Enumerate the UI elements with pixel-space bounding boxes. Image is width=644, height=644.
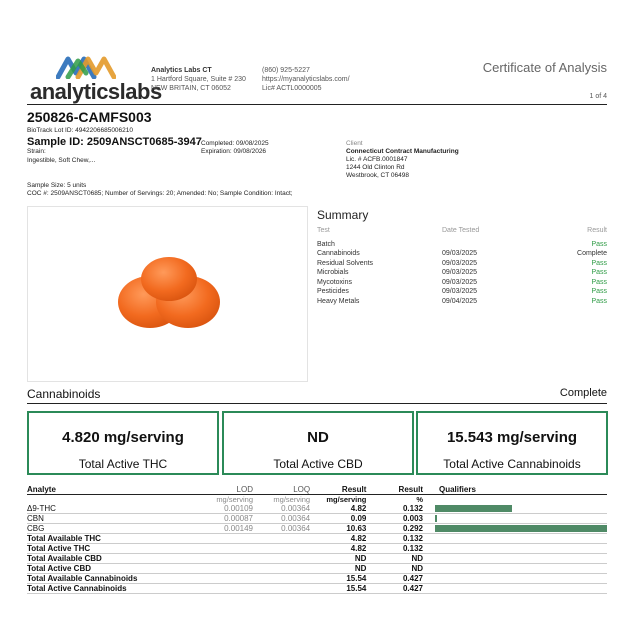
unit-result-pct: % xyxy=(416,495,423,504)
cannabinoid-table xyxy=(27,485,607,594)
cannabinoids-title: Cannabinoids xyxy=(27,387,101,401)
summary-row xyxy=(317,259,607,269)
total-active-cannabinoids-label: Total Active Cannabinoids xyxy=(443,457,581,471)
summary-result: Pass xyxy=(591,240,607,248)
summary-test: Microbials xyxy=(317,269,349,277)
analyte-result-mg: 4.82 xyxy=(350,534,367,543)
lab-logo xyxy=(30,55,162,105)
analyte-bar-cell xyxy=(423,524,607,534)
summary-date: 09/03/2025 xyxy=(442,288,478,296)
completed-date: Completed: 09/08/2025 xyxy=(201,140,269,147)
analyte-name: Total Available Cannabinoids xyxy=(27,574,138,583)
analyte-bar-cell xyxy=(423,584,607,594)
total-active-cannabinoids-box xyxy=(416,411,608,475)
client-info xyxy=(346,140,459,180)
client-label: Client xyxy=(346,140,363,147)
summary-result: Complete xyxy=(577,250,607,258)
analyte-lod xyxy=(173,544,253,554)
summary-test: Residual Solvents xyxy=(317,259,374,267)
lab-address-1: 1 Hartford Square, Suite # 230 xyxy=(151,76,246,83)
header-divider xyxy=(27,104,607,105)
total-active-cbd-value: ND xyxy=(307,429,329,446)
analyte-lod xyxy=(173,564,253,574)
analyte-result-pct: 0.427 xyxy=(402,574,423,583)
analyte-bar-cell xyxy=(423,574,607,584)
cannabinoid-row xyxy=(27,534,607,544)
summary-row xyxy=(317,268,607,278)
lab-name: Analytics Labs CT xyxy=(151,67,212,74)
summary-header-date: Date Tested xyxy=(442,227,480,235)
product-type: Ingestible, Soft Chew,... xyxy=(27,157,96,164)
unit-lod: mg/serving xyxy=(216,495,253,504)
col-lod: LOD xyxy=(236,485,253,494)
cannabinoid-row xyxy=(27,544,607,554)
analyte-name: Total Active Cannabinoids xyxy=(27,584,127,593)
analyte-result-pct: 0.292 xyxy=(402,524,423,533)
lab-info xyxy=(151,66,246,93)
summary-row xyxy=(317,240,607,250)
analyte-bar-cell xyxy=(423,514,607,524)
biotrack-id: BioTrack Lot ID: 4942206685006210 xyxy=(27,127,134,134)
analyte-loq xyxy=(253,544,310,554)
summary-result: Pass xyxy=(591,269,607,277)
analyte-result-mg: 0.09 xyxy=(350,514,367,523)
col-result-mg: Result xyxy=(341,485,367,494)
analyte-lod xyxy=(173,554,253,564)
sample-size: Sample Size: 5 units xyxy=(27,182,87,189)
summary-row xyxy=(317,249,607,259)
cannabinoid-header-row xyxy=(27,485,607,495)
client-name: Connecticut Contract Manufacturing xyxy=(346,148,459,155)
analyte-name: CBN xyxy=(27,514,44,523)
analyte-loq xyxy=(253,564,310,574)
analyte-result-bar xyxy=(435,505,512,512)
summary-test: Cannabinoids xyxy=(317,250,360,258)
summary-table xyxy=(317,226,607,306)
summary-date: 09/03/2025 xyxy=(442,269,478,277)
cannabinoid-row xyxy=(27,574,607,584)
analyte-result-pct: 0.132 xyxy=(402,534,423,543)
total-active-thc-box xyxy=(27,411,219,475)
cannabinoid-row xyxy=(27,564,607,574)
analyte-result-pct: ND xyxy=(411,554,423,563)
summary-date: 09/03/2025 xyxy=(442,250,478,258)
summary-result: Pass xyxy=(591,278,607,286)
analyte-loq xyxy=(253,534,310,544)
analyte-bar-cell xyxy=(423,564,607,574)
col-qualifiers: Qualifiers xyxy=(439,485,476,494)
product-image xyxy=(27,206,308,382)
analyte-loq: 0.00364 xyxy=(281,514,311,523)
summary-header-test: Test xyxy=(317,227,330,235)
analyte-result-mg: 15.54 xyxy=(346,584,367,593)
analyte-lod xyxy=(173,584,253,594)
summary-test: Pesticides xyxy=(317,288,349,296)
col-loq: LOQ xyxy=(293,485,311,494)
summary-result: Pass xyxy=(591,288,607,296)
analyte-name: Total Active CBD xyxy=(27,564,92,573)
analyte-bar-cell xyxy=(423,504,607,514)
analyte-loq xyxy=(253,574,310,584)
page-number: 1 of 4 xyxy=(589,93,607,100)
cannabinoids-status: Complete xyxy=(559,387,607,399)
unit-qualifiers xyxy=(423,495,607,505)
analyte-loq: 0.00364 xyxy=(281,504,311,513)
analyte-name: Total Available THC xyxy=(27,534,101,543)
cannabinoids-divider xyxy=(27,403,607,404)
summary-date xyxy=(442,240,552,250)
analyte-loq xyxy=(253,584,310,594)
dates xyxy=(201,140,269,156)
analyte-result-pct: 0.427 xyxy=(402,584,423,593)
analyte-lod xyxy=(173,534,253,544)
strain: Strain: xyxy=(27,148,46,155)
analyte-result-mg: 4.82 xyxy=(350,504,367,513)
summary-date: 09/03/2025 xyxy=(442,259,478,267)
analyte-loq: 0.00364 xyxy=(281,524,311,533)
summary-row xyxy=(317,297,607,307)
cannabinoid-row xyxy=(27,524,607,534)
lab-contact xyxy=(262,66,350,93)
coc-info: COC #: 2509ANSCT0685; Number of Servings: 20; Amended: No; Sample Condition: Intact; xyxy=(27,190,293,197)
summary-date: 09/03/2025 xyxy=(442,278,478,286)
analyte-bar-cell xyxy=(423,554,607,564)
total-active-thc-value: 4.820 mg/serving xyxy=(62,429,184,446)
cannabinoid-row xyxy=(27,554,607,564)
summary-row xyxy=(317,278,607,288)
soft-chew-image xyxy=(28,207,309,383)
summary-result: Pass xyxy=(591,297,607,305)
col-analyte: Analyte xyxy=(27,485,56,494)
summary-row xyxy=(317,287,607,297)
analyte-result-bar xyxy=(435,525,607,532)
cannabinoid-row xyxy=(27,504,607,514)
total-active-thc-label: Total Active THC xyxy=(78,457,168,471)
analyte-result-pct: ND xyxy=(411,564,423,573)
summary-result: Pass xyxy=(591,259,607,267)
total-active-cbd-box xyxy=(222,411,414,475)
lab-address-2: NEW BRITAIN, CT 06052 xyxy=(151,85,231,92)
summary-test: Heavy Metals xyxy=(317,297,360,305)
lab-website[interactable]: https://myanalyticslabs.com/ xyxy=(262,76,350,83)
analyte-result-bar xyxy=(435,515,437,522)
analyte-bar-cell xyxy=(423,544,607,554)
analyte-result-pct: 0.132 xyxy=(402,544,423,553)
cannabinoid-row xyxy=(27,514,607,524)
logo-mark-icon xyxy=(56,55,116,79)
analyte-name: Δ9-THC xyxy=(27,504,56,513)
client-license: Lic. # ACFB.0001847 xyxy=(346,156,408,163)
analyte-result-mg: ND xyxy=(354,564,367,573)
certificate-title: Certificate of Analysis xyxy=(482,60,607,75)
total-active-cannabinoids-value: 15.543 mg/serving xyxy=(446,429,578,446)
logo-text: analyticslabs xyxy=(30,79,162,104)
analyte-result-mg: 4.82 xyxy=(350,544,367,553)
analyte-name: CBG xyxy=(27,524,45,533)
client-address-2: Westbrook, CT 06498 xyxy=(346,172,409,179)
batch-id: 250826-CAMFS003 xyxy=(27,109,152,125)
expiration-date: Expiration: 09/08/2026 xyxy=(201,148,267,155)
total-active-cbd-label: Total Active CBD xyxy=(273,457,363,471)
analyte-name: Total Available CBD xyxy=(27,554,102,563)
summary-test: Batch xyxy=(317,240,335,248)
analyte-bar-cell xyxy=(423,534,607,544)
analyte-result-pct: 0.132 xyxy=(402,504,423,513)
summary-test: Mycotoxins xyxy=(317,278,353,286)
summary-date: 09/04/2025 xyxy=(442,297,478,305)
lab-phone: (860) 925-5227 xyxy=(262,67,310,74)
analyte-loq xyxy=(253,554,310,564)
analyte-name: Total Active THC xyxy=(27,544,91,553)
summary-header-row xyxy=(317,226,607,236)
unit-analyte xyxy=(27,495,173,505)
summary-header-result: Result xyxy=(587,227,607,235)
analyte-lod: 0.00109 xyxy=(224,504,253,513)
client-address-1: 1244 Old Clinton Rd xyxy=(346,164,405,171)
analyte-lod xyxy=(173,574,253,584)
sample-id: Sample ID: 2509ANSCT0685-3947 xyxy=(27,136,202,148)
unit-result-mg: mg/serving xyxy=(326,495,367,504)
lab-license: Lic# ACTL0000005 xyxy=(262,85,322,92)
unit-loq: mg/serving xyxy=(273,495,311,504)
summary-title: Summary xyxy=(317,208,369,222)
analyte-lod: 0.00087 xyxy=(224,514,253,523)
cannabinoid-row xyxy=(27,584,607,594)
analyte-result-mg: 10.63 xyxy=(346,524,367,533)
analyte-result-pct: 0.003 xyxy=(402,514,423,523)
analyte-result-mg: 15.54 xyxy=(346,574,367,583)
analyte-result-mg: ND xyxy=(354,554,367,563)
col-result-pct: Result xyxy=(398,485,423,494)
cannabinoid-units-row xyxy=(27,495,607,505)
analyte-lod: 0.00149 xyxy=(224,524,253,533)
